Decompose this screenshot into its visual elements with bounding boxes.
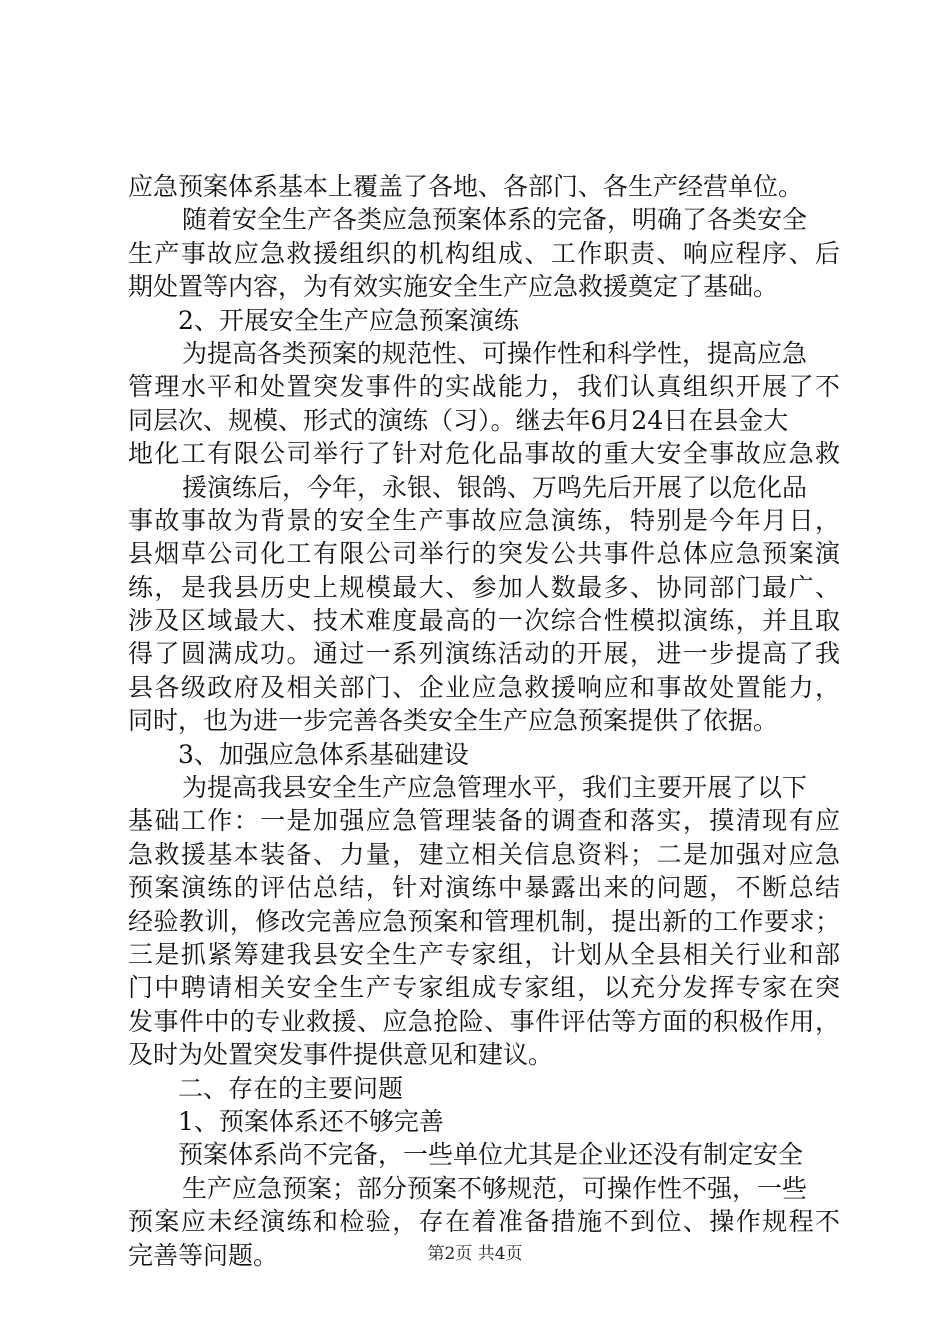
text-line: 应急预案体系基本上覆盖了各地、各部门、各生产经营单位。 <box>128 172 804 201</box>
section-heading: 二、存在的主要问题 <box>178 1073 404 1103</box>
section-heading: 3、加强应急体系基础建设 <box>178 739 469 769</box>
text-line: 及时为处置突发事件提供意见和建议。 <box>128 1040 554 1070</box>
text-line: 事故事故为背景的安全生产事故应急演练，特别是今年月日， <box>128 505 840 535</box>
text-line: 急救援基本装备、力量，建立相关信息资料；二是加强对应急 <box>128 839 840 869</box>
text-line: 生产应急预案；部分预案不够规范，可操作性不强，一些 <box>182 1173 808 1203</box>
text-line: 涉及区域最大、技术难度最高的一次综合性模拟演练，并且取 <box>128 606 840 636</box>
section-heading: 1、预案体系还不够完善 <box>178 1106 444 1136</box>
text-line: 预案应未经演练和检验，存在着准备措施不到位、操作规程不 <box>128 1207 840 1237</box>
text-line: 经验教训，修改完善应急预案和管理机制，提出新的工作要求； <box>128 906 840 936</box>
text-line: 同层次、规模、形式的演练（习）。继去年6月24日在县金大 <box>128 405 789 435</box>
section-heading: 2、开展安全生产应急预案演练 <box>178 305 519 335</box>
document-body <box>128 170 840 1272</box>
text-line: 练，是我县历史上规模最大、参加人数最多、协同部门最广、 <box>128 572 840 602</box>
text-line: 预案演练的评估总结，针对演练中暴露出来的问题，不断总结 <box>128 873 840 903</box>
text-line: 县烟草公司化工有限公司举行的突发公共事件总体应急预案演 <box>128 539 840 569</box>
text-line: 三是抓紧筹建我县安全生产专家组，计划从全县相关行业和部 <box>128 939 840 969</box>
text-line: 管理水平和处置突发事件的实战能力，我们认真组织开展了不 <box>128 372 840 402</box>
text-line: 生产事故应急救援组织的机构组成、工作职责、响应程序、后 <box>128 238 840 268</box>
text-line: 援演练后，今年，永银、银鸽、万鸣先后开展了以危化品 <box>182 472 808 502</box>
text-line: 同时，也为进一步完善各类安全生产应急预案提供了依据。 <box>128 706 779 736</box>
page-number-footer: 第2页 共4页 <box>427 1244 523 1264</box>
text-line: 门中聘请相关安全生产专家组成专家组，以充分发挥专家在突 <box>128 973 840 1003</box>
text-line: 随着安全生产各类应急预案体系的完备，明确了各类安全 <box>182 205 808 235</box>
text-line: 为提高各类预案的规范性、可操作性和科学性，提高应急 <box>182 338 808 368</box>
text-line: 县各级政府及相关部门、企业应急救援响应和事故处置能力， <box>128 672 840 702</box>
text-line: 期处置等内容，为有效实施安全生产应急救援奠定了基础。 <box>128 272 779 302</box>
text-line: 完善等问题。 <box>128 1240 279 1270</box>
text-line: 地化工有限公司举行了针对危化品事故的重大安全事故应急救 <box>128 439 840 469</box>
text-line: 发事件中的专业救援、应急抢险、事件评估等方面的积极作用， <box>128 1006 840 1036</box>
text-line: 基础工作：一是加强应急管理装备的调查和落实，摸清现有应 <box>128 806 840 836</box>
text-line: 得了圆满成功。通过一系列演练活动的开展，进一步提高了我 <box>128 639 840 669</box>
text-line: 为提高我县安全生产应急管理水平，我们主要开展了以下 <box>182 773 808 803</box>
text-line: 预案体系尚不完备，一些单位尤其是企业还没有制定安全 <box>178 1140 804 1170</box>
